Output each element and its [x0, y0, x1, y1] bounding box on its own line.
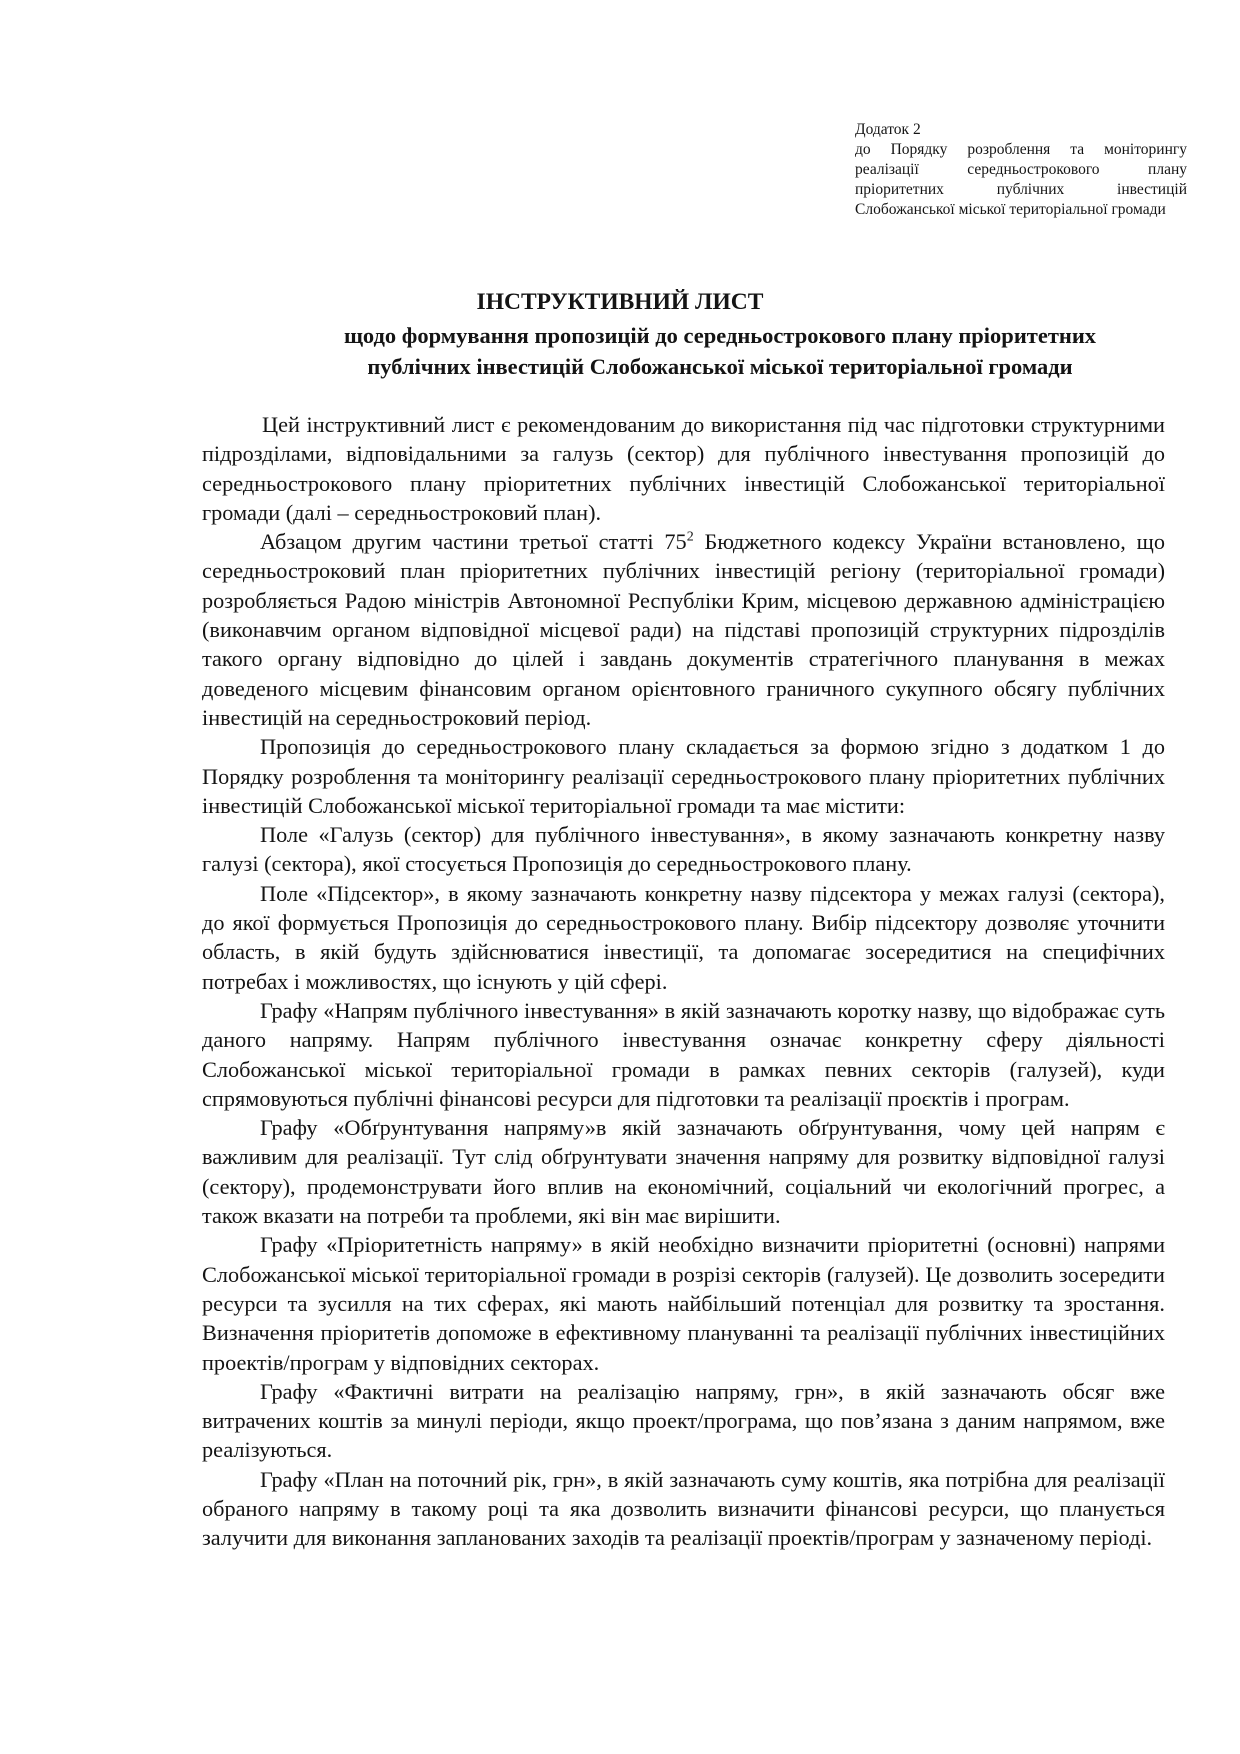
- paragraph-budget-code: [202, 527, 1165, 732]
- paragraph-proposal-form: Пропозиція до середньострокового плану складається за формою згідно з додатком 1 до Порядку розроблення та моніторингу реалізації середньострокового плану пріоритетних публічних інвестицій Слобожанської міської територіальної громади та має містити:: [202, 734, 1165, 818]
- document-title: ІНСТРУКТИВНИЙ ЛИСТ: [476, 289, 764, 315]
- paragraph-column-current-plan: Графу «План на поточний рік, грн», в якій зазначають суму коштів, яка потрібна для реалізації обраного напряму в такому році та яка дозволить визначити фінансові ресурси, що планується залучити для виконання запланованих заходів та реалізації проектів/програм у зазначеному періоді.: [202, 1466, 1165, 1551]
- paragraph-column-direction: Графу «Напрям публічного інвестування» в якій зазначають коротку назву, що відображає суть даного напряму. Напрям публічного інвестування означає конкретну сферу діяльності Слобожанської міської територіальної громади в рамках певних секторів (галузей), куди спрямовуються публічні фінансові ресурси для підготовки та реалізації проєктів і програм.: [202, 997, 1165, 1111]
- appendix-reference: до Порядку розроблення та моніторингу реалізації середньострокового плану пріоритетних публічних інвестицій Слобожанської міської територіальної громади: [855, 141, 1187, 218]
- article-superscript: 2: [686, 529, 694, 545]
- paragraph-column-justification: Графу «Обґрунтування напряму»в якій зазначають обґрунтування, чому цей напрям є важливим для реалізації. Тут слід обґрунтувати значення напряму для розвитку відповідної галузі (сектору), продемонструвати його вплив на економічний, соціальний чи екологічний прогрес, а також вказати на потреби та проблеми, які він має вирішити.: [202, 1115, 1165, 1229]
- document-body: [202, 410, 1165, 1553]
- paragraph-field-sector: Поле «Галузь (сектор) для публічного інвестування», в якому зазначають конкретну назву галузі (сектора), якої стосується Пропозиція до середньострокового плану.: [202, 822, 1165, 877]
- paragraph-column-actual-costs: Графу «Фактичні витрати на реалізацію напряму, грн», в якій зазначають обсяг вже витрачених коштів за минулі періоди, якщо проект/програма, що пов’язана з даним напрямом, вже реалізуються.: [202, 1378, 1165, 1463]
- paragraph-column-priority: Графу «Пріоритетність напряму» в якій необхідно визначити пріоритетні (основні) напрями Слобожанської міської територіальної громади в розрізі секторів (галузей). Це дозволить зосередити ресурси та зусилля на тих сферах, які мають найбільший потенціал для розвитку та зростання. Визначення пріоритетів допоможе в ефективному плануванні та реалізації публічних інвестиційних проектів/програм у відповідних секторах.: [202, 1232, 1165, 1375]
- appendix-note: [855, 120, 1187, 220]
- appendix-number: Додаток 2: [855, 121, 921, 138]
- paragraph-field-subsector: Поле «Підсектор», в якому зазначають конкретну назву підсектора у межах галузі (сектора), до якої формується Пропозиція до середньострокового плану. Вибір підсектору дозволяє уточнити область, в якій будуть здійснюватися інвестиції, та допомагає зосередитися на специфічних потребах і можливостях, що існують у цій сфері.: [202, 880, 1165, 994]
- subtitle-line-2: публічних інвестицій Слобожанської міської територіальної громади: [367, 354, 1073, 379]
- paragraph-intro: Цей інструктивний лист є рекомендованим до використання під час підготовки структурними підрозділами, відповідальними за галузь (сектор) для публічного інвестування пропозицій до середньострокового плану пріоритетних публічних інвестицій Слобожанської територіальної громади (далі – середньостроковий план).: [202, 412, 1165, 525]
- subtitle-line-1: щодо формування пропозицій до середньострокового плану пріоритетних: [343, 323, 1097, 348]
- budget-code-text-after: Бюджетного кодексу України встановлено, що середньостроковий план пріоритетних публічних інвестицій регіону (територіальної громади) розробляється Радою міністрів Автономної Республіки Крим, місцевою державною адміністрацією (виконавчим органом відповідної місцевої ради) на підставі пропозицій структурних підрозділів такого органу відповідно до цілей і завдань документів стратегічного планування в межах доведеного місцевим фінансовим органом орієнтовного граничного сукупного обсягу публічних інвестицій на середньостроковий період.: [202, 529, 1165, 730]
- document-subtitle: [280, 320, 1160, 382]
- budget-code-text-before: Абзацом другим частини третьої статті 75: [260, 529, 687, 555]
